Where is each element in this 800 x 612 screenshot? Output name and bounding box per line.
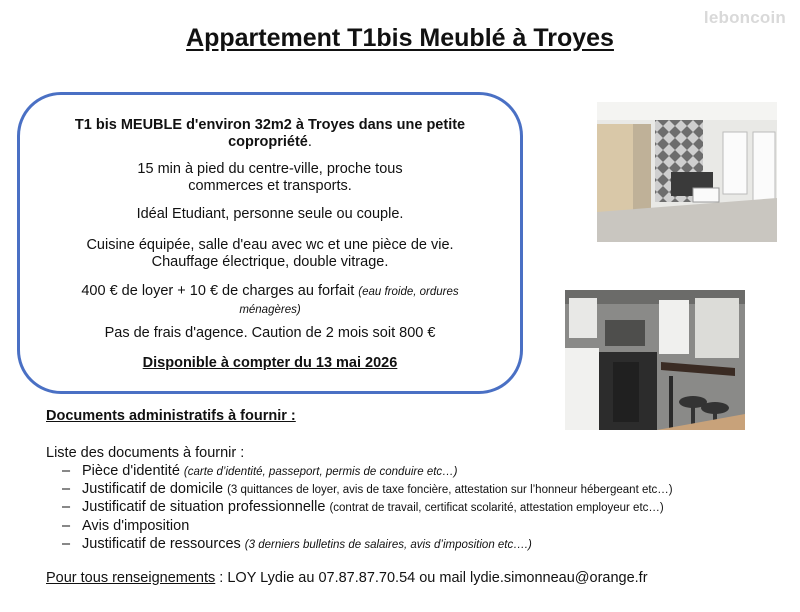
contact-line [46,570,648,586]
page-title: Appartement T1bis Meublé à Troyes [186,24,614,52]
living-room-photo [597,102,777,242]
list-item [62,481,673,499]
kitchen-photo [565,290,745,430]
document-note: (3 quittances de loyer, avis de taxe foncière, attestation sur l’honneur hébergeant etc…) [227,484,673,497]
list-item [62,463,673,481]
listing-features [50,237,490,271]
listing-box [17,92,523,394]
kitchen-illustration [565,290,745,430]
listing-fees: Pas de frais d'agence. Caution de 2 mois soit 800 € [104,325,436,341]
bullet-dash: – [62,463,71,479]
leboncoin-watermark: leboncoin [703,8,786,27]
listing-availability: Disponible à compter du 13 mai 2026 [142,355,398,371]
document-label: Pièce d'identité [82,463,180,479]
documents-heading: Documents administratifs à fournir : [46,408,296,424]
listing-ideal: Idéal Etudiant, personne seule ou couple. [136,206,404,222]
headline-bold-text: T1 bis MEUBLE d'environ 32m2 à Troyes dans une petite copropriété [74,117,466,150]
document-label: Justificatif de situation professionnelle [82,499,326,516]
living-room-illustration [597,102,777,242]
document-note: (carte d’identité, passeport, permis de conduire etc…) [183,466,458,478]
headline-end-text: . [307,134,312,150]
document-label: Avis d'imposition [82,517,190,534]
contact-text: : LOY Lydie au 07.87.87.70.54 ou mail lydie.simonneau@orange.fr [215,570,648,586]
contact-label: Pour tous renseignements [46,570,216,586]
bullet-dash: – [62,481,71,498]
document-label: Justificatif de domicile [82,481,224,498]
price-note: (eau froide, ordures ménagères) [239,286,459,316]
features-line-2: Chauffage électrique, double vitrage. [151,254,389,270]
bullet-dash: – [62,535,71,552]
bullet-dash: – [62,499,71,516]
bullet-dash: – [62,517,71,534]
listing-headline [50,117,490,151]
document-note: (contrat de travail, certificat scolarité, attestation employeur etc…) [329,502,664,515]
features-line-1: Cuisine équipée, salle d'eau avec wc et une pièce de vie. [86,237,454,253]
list-item [62,536,673,554]
documents-intro: Liste des documents à fournir : [46,445,245,461]
document-note: (3 derniers bulletins de salaires, avis d’imposition etc….) [244,538,532,551]
list-item [62,499,673,517]
listing-location: 15 min à pied du centre-ville, proche tous commerces et transports. [137,161,403,194]
document-label: Justificatif de ressources [82,535,241,552]
documents-list [62,463,673,554]
listing-price [50,283,490,319]
list-item [62,518,673,536]
price-text: 400 € de loyer + 10 € de charges au forfait [81,283,355,299]
